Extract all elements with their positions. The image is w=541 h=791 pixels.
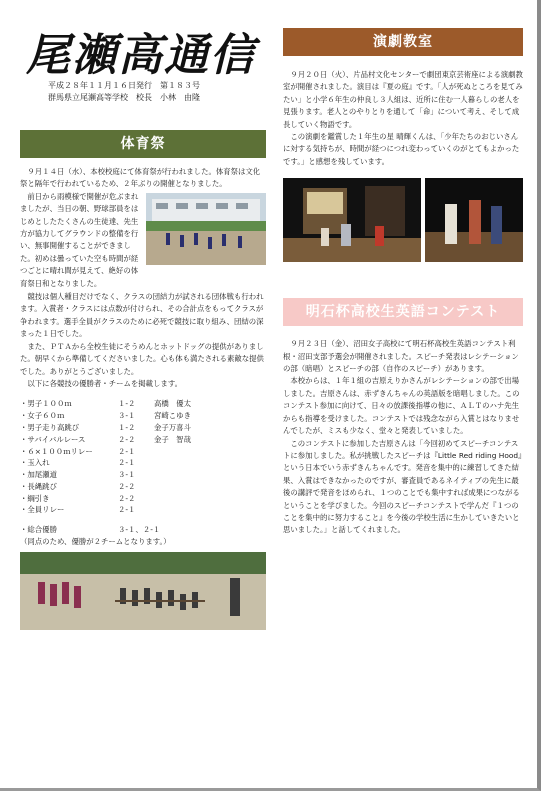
- result-event: ・男子走り高跳び: [20, 422, 80, 432]
- result-event: ・綱引き: [20, 493, 50, 503]
- sports-festival-heading: 体育祭: [20, 130, 266, 158]
- sports-festival-photo-2: [20, 552, 266, 630]
- result-class: １-２: [118, 399, 136, 409]
- result-name: [154, 469, 266, 481]
- drama-photos: [283, 178, 523, 262]
- issue-date-number: 平成２８年１１月１６日発行 第１８３号: [48, 81, 200, 90]
- drama-photo-2: [425, 178, 523, 262]
- drama-class-heading: 演劇教室: [283, 28, 523, 56]
- sports-festival-article: [20, 166, 266, 390]
- issue-school-principal: 群馬県立尾瀬高等学校 校長 小林 由隆: [48, 93, 200, 102]
- result-event: ・男子１００ｍ: [20, 399, 72, 409]
- result-event: ・加尾瀬道: [20, 470, 57, 480]
- result-name: [154, 446, 266, 458]
- result-class: ３-１: [118, 470, 136, 480]
- left-column: [20, 30, 266, 630]
- issue-info: [48, 80, 266, 104]
- english-contest-article: [283, 338, 523, 537]
- english-p1: ９月２３日（金）、沼田女子高校にて明石杯高校生英語コンテスト利根・沼田支部予選会が開催されました。スピーチ発表はレシテーションの部（暗唱）とスピーチの部（自作のスピーチ）があります。: [283, 339, 519, 374]
- result-event: ・サバイバルレース: [20, 434, 86, 444]
- result-row: [20, 493, 266, 505]
- result-class: ２-２: [118, 434, 136, 444]
- result-row: [20, 469, 266, 481]
- result-class: ２-１: [118, 446, 136, 456]
- result-name: [154, 504, 266, 516]
- sports-p1: ９月１４日（水）、本校校庭にて体育祭が行われました。体育祭は文化祭と隔年で行われているため、２年ぶりの開催となりました。: [20, 167, 261, 189]
- drama-p1: ９月２０日（火）、片品村文化センターで劇団東京芸術座による演劇教室が開催されました。演目は『夏の庭』です。「人が死ぬところを見てみたい」と小学６年生の仲良し３人組は、近所に住む一人暮らしの老人を見張ります。老人とのやりとりを通して「命」について考え、そして成長していく物語です。: [283, 70, 523, 129]
- english-p3: このコンテストに参加した吉原さんは「今回初めてスピーチコンテストに参加しました。私が挑戦したスピーチは『Little Red riding Hood』という日本でいう赤ずきんちゃんです。発音を集中的に練習してきた結果、入賞はできなかったのですが、審査員であるネイティブの先生に最後の講評で発音をほめられ、１つのことでも集中すれば成果につながるということを学びました。今回のスピーチコンテストで学んだ『１つのことを集中的に努力すること』を今後の学校生活に生かしていきたいと思いました。」と話してくれました。: [283, 438, 522, 535]
- result-row: [20, 410, 266, 422]
- result-name: [154, 493, 266, 505]
- result-row: [20, 446, 266, 458]
- result-row: [20, 457, 266, 469]
- overall-event: ・総合優勝: [20, 525, 57, 535]
- sports-wrap-block: [20, 191, 266, 290]
- result-row: [20, 434, 266, 446]
- result-name: 高橋 優太: [154, 399, 191, 409]
- result-event: ・女子６０ｍ: [20, 411, 65, 421]
- result-event: ・６×１００ｍリレー: [20, 446, 93, 456]
- result-event: ・全員リレー: [20, 505, 65, 515]
- overall-winner-row: [20, 524, 266, 536]
- right-column: [283, 28, 523, 537]
- result-class: ２-２: [118, 493, 136, 503]
- result-name: 宮崎こゆき: [154, 411, 191, 421]
- sports-p3: 競技は個人種目だけでなく、クラスの団結力が試される団体戦も行われます。入賞者・クラスには点数が付けられ、その合計点をもってクラスが争われます。選手全員がクラスのために必死で競技に取り組み、団結の深まった１日でした。: [20, 292, 264, 339]
- result-class: ２-１: [118, 458, 136, 468]
- result-name: 金子万喜斗: [154, 422, 191, 432]
- result-event: ・長縄跳び: [20, 481, 57, 491]
- result-row: [20, 504, 266, 516]
- sports-p5: 以下に各競技の優勝者・チームを掲載します。: [27, 378, 183, 388]
- result-row: [20, 398, 266, 410]
- result-event: ・玉入れ: [20, 458, 50, 468]
- result-class: ２-２: [118, 481, 136, 491]
- drama-photo-1: [283, 178, 421, 262]
- result-class: ３-１: [118, 411, 136, 421]
- result-row: [20, 422, 266, 434]
- result-class: １-２: [118, 422, 136, 432]
- drama-article: [283, 69, 523, 168]
- result-row: [20, 481, 266, 493]
- sports-p4: また、ＰＴＡから全校生徒にそうめんとホットドッグの提供がありました。朝早くから準備してくださいました。心も体も満たされる素敵な提供でした。ありがとうございました。: [20, 341, 264, 376]
- masthead-title: 尾瀬高通信: [26, 30, 256, 81]
- english-contest-heading: 明石杯高校生英語コンテスト: [283, 298, 523, 326]
- results-list: [20, 398, 266, 548]
- sports-p2: 前日から雨模様で開催が危ぶまれましたが、当日の朝、野球部員をはじめとしたたくさんの生徒達、先生方が協力してグラウンドの整備を行い、無事開催することができました。初めは曇っていた空も時間が経つごとに晴れ間が見えて、絶好の体育祭日和となりました。: [20, 191, 139, 288]
- drama-p2: この演劇を鑑賞した１年生の星 晴輝くんは、「少年たちのおじいさんに対する気持ちが、時間が経つにつれ変わっていくのがとてもよかったです。」と感想を残しています。: [283, 132, 520, 166]
- sports-festival-photo-1: [146, 193, 266, 265]
- result-name: 金子 智哉: [154, 434, 191, 444]
- english-p2: 本校からは、１年１組の吉原えりかさんがレシテーションの部で出場しました。吉原さんは、赤ずきんちゃんの英語版を暗唱しました。このコンテスト参加に向けて、日々の放課後指導の他に、ＡＬＴのハナ先生からも指導を受けました。コンテストでは残念ながら入賞とはなりませんでしたが、ミスも少なく、堂々と発表していました。: [283, 376, 520, 436]
- result-name: [154, 481, 266, 493]
- result-class: ２-１: [118, 505, 136, 515]
- overall-classes: ３-１、２-１: [118, 525, 161, 535]
- result-name: [154, 457, 266, 469]
- overall-note: （同点のため、優勝が２チームとなります。）: [20, 537, 171, 547]
